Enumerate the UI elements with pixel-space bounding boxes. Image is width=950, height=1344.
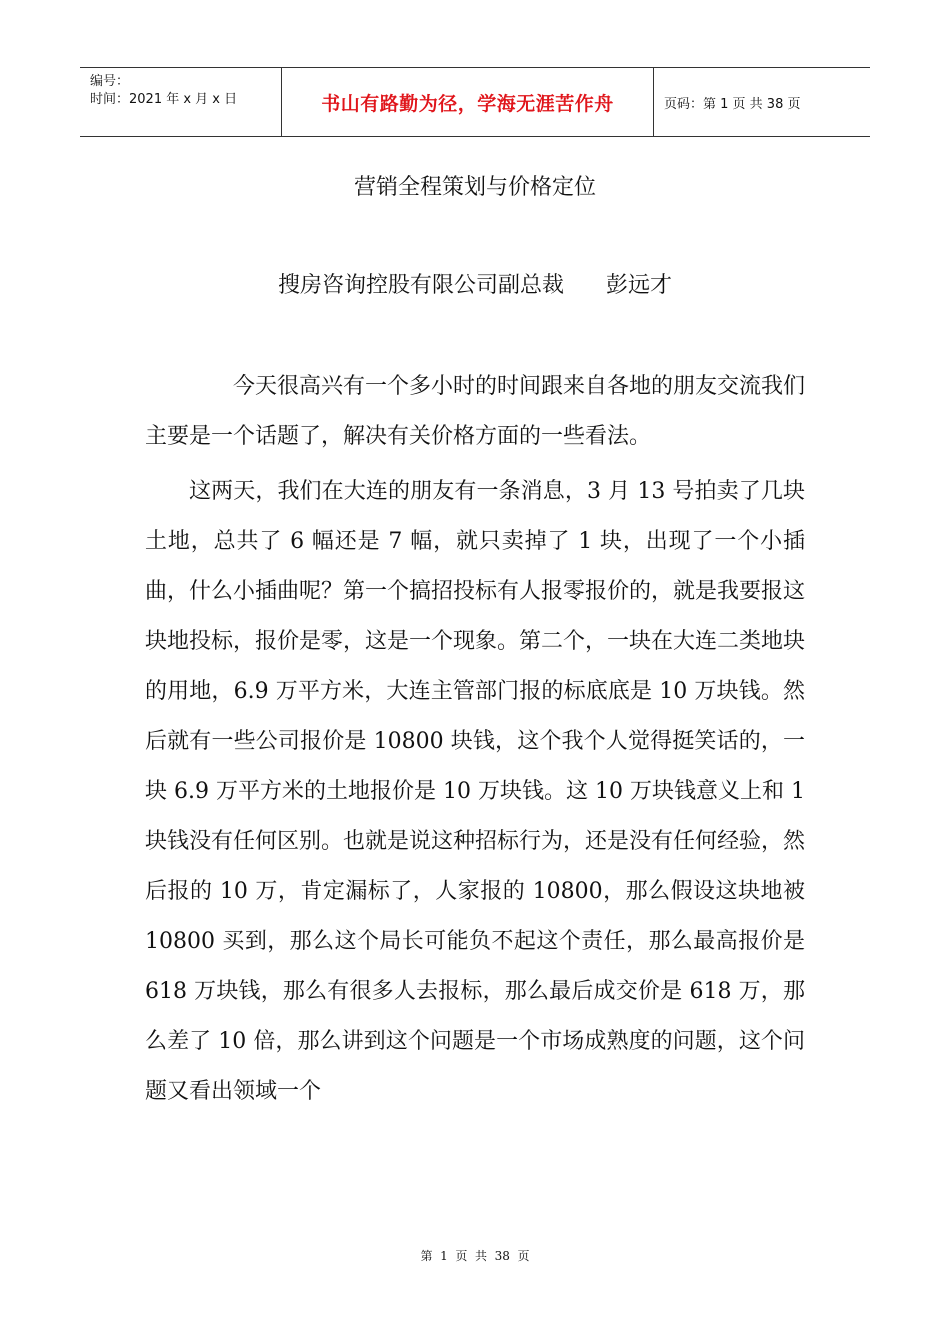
document-body xyxy=(145,362,805,1117)
body-paragraph: 今天很高兴有一个多小时的时间跟来自各地的朋友交流我们主要是一个话题了，解决有关价格方面的一些看法。 xyxy=(145,374,806,449)
header-table xyxy=(80,67,870,137)
page-footer: 第 1 页 共 38 页 xyxy=(420,1249,530,1263)
author-line: 搜房咨询控股有限公司副总裁 彭远才 xyxy=(278,273,672,298)
header-motto: 书山有路勤为径，学海无涯苦作舟 xyxy=(321,92,614,115)
document-title: 营销全程策划与价格定位 xyxy=(353,175,596,200)
header-page-info: 页码：第 1 页 共 38 页 xyxy=(664,96,801,112)
header-meta-cell xyxy=(80,68,282,136)
header-page-cell xyxy=(654,68,870,136)
header-motto-cell xyxy=(282,68,654,136)
document-date-label: 时间：2021 年 x 月 x 日 xyxy=(90,92,238,107)
body-paragraph: 这两天，我们在大连的朋友有一条消息，3 月 13 号拍卖了几块土地，总共了 6 幅还是 7 幅，就只卖掉了 1 块，出现了一个小插曲，什么小插曲呢？第一个搞招投标有人报零报价的，就是我要报这块地投标，报价是零，这是一个现象。第二个，一块在大连二类地块的用地，6.9 万平方米，大连主管部门报的标底底是 10 万块钱。然后就有一些公司报价是 10800 块钱，这个我个人觉得挺笑话的，一块 6.9 万平方米的土地报价是 10 万块钱。这 10 万块钱意义上和 1 块钱没有任何区别。也就是说这种招标行为，还是没有任何经验，然后报的 10 万，肯定漏标了，人家报的 10800，那么假设这块地被 10800 买到，那么这个局长可能负不起这个责任，那么最高报价是 618 万块钱，那么有很多人去报标，那么最后成交价是 618 万，那么差了 10 倍，那么讲到这个问题是一个市场成熟度的问题，这个问题又看出领域一个 xyxy=(145,479,806,1104)
document-number-label: 编号： xyxy=(90,74,130,89)
